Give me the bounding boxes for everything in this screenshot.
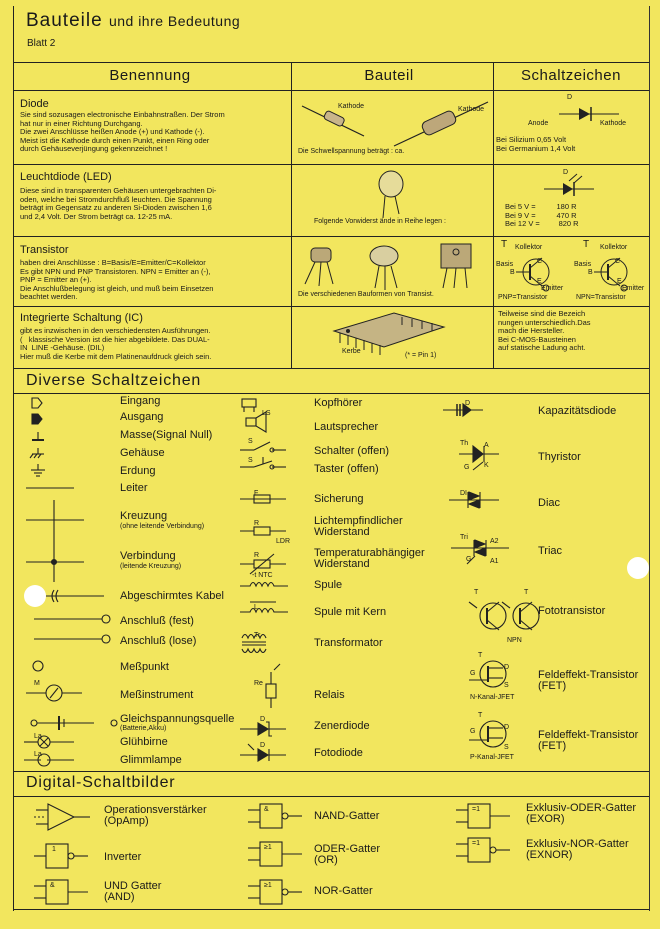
symbol-label: Emitter xyxy=(541,285,564,292)
led-symbol-icon xyxy=(539,176,619,196)
gate-symbol: ≥1 xyxy=(264,844,272,851)
punch-hole xyxy=(24,585,46,607)
exor-icon xyxy=(454,802,514,832)
col-header-part: Bauteil xyxy=(364,67,414,84)
symbol-label: E xyxy=(537,278,542,285)
symbol-column-2 xyxy=(236,396,316,776)
symbol-label-kapazitaetsdiode: Kapazitätsdiode xyxy=(538,405,617,417)
divider xyxy=(14,164,649,165)
part-note: Die verschiedenen Bauformen von Transist. xyxy=(298,291,434,298)
symbol-label-gleichspannung: Gleichspannungsquelle xyxy=(120,713,235,725)
digital-label-or: ODER-Gatter (OR) xyxy=(314,843,381,866)
digital-label-exor: Exklusiv-ODER-Gatter (EXOR) xyxy=(526,802,637,825)
symbol-label: G xyxy=(464,464,470,471)
symbol-label-triac: Triac xyxy=(538,545,563,557)
symbol-label: G xyxy=(470,728,476,735)
symbol-label: Kollektor xyxy=(515,244,543,251)
symbol-label: A1 xyxy=(490,558,499,565)
symbol-label: C xyxy=(537,258,543,265)
symbol-label-kreuzung: Kreuzung xyxy=(120,510,168,522)
symbol-label-ausgang: Ausgang xyxy=(120,411,164,423)
ic-note: Teilweise sind die Bezeich nungen unterschiedlich.Das mach die Hersteller. Bei C-MOS-Bausteinen auf statische Ladung acht. xyxy=(498,309,591,353)
symbol-label: Basis xyxy=(496,261,514,268)
symbol-sublabel: (Batterie,Akku) xyxy=(120,725,167,732)
symbol-label-relais: Relais xyxy=(314,689,345,701)
symbol-label-sicherung: Sicherung xyxy=(314,493,364,505)
symbol-label: E xyxy=(617,278,622,285)
coil-icon xyxy=(240,583,288,587)
led-drawing xyxy=(369,170,419,220)
symbol-label: PNP=Transistor xyxy=(498,294,548,301)
speaker-icon xyxy=(246,418,256,426)
output-icon xyxy=(32,414,42,424)
jfet-p-icon xyxy=(480,721,506,747)
col-header-name: Benennung xyxy=(109,67,191,84)
diode-drawing xyxy=(294,94,490,154)
symbol-label-messpunkt: Meßpunkt xyxy=(120,661,169,673)
symbol-label-kopfhoerer: Kopfhörer xyxy=(314,397,363,409)
symbol-label: D xyxy=(504,664,510,671)
symbol-label: NPN xyxy=(507,637,522,644)
symbol-label: G xyxy=(466,556,472,563)
inverter-icon xyxy=(32,842,92,872)
nand-icon xyxy=(246,802,306,832)
symbol-label: -t NTC xyxy=(252,572,273,579)
symbol-label: P-Kanal-JFET xyxy=(470,754,514,761)
digital-label-nor: NOR-Gatter xyxy=(314,885,373,897)
gate-symbol: =1 xyxy=(472,806,480,813)
transistor-title: Transistor xyxy=(20,244,69,256)
symbol-label: Emitter xyxy=(622,285,645,292)
symbol-label-spule-kern: Spule mit Kern xyxy=(314,606,387,618)
symbol-label: T xyxy=(501,239,508,250)
pin-note: (* = Pin 1) xyxy=(405,352,437,359)
symbol-label-zener: Zenerdiode xyxy=(314,720,370,732)
led-description: Diese sind in transparenten Gehäusen untergebrachten Di- oden, welche bei Stromdurchfluß leuchten. Die Spannung beträgt im Gegensatz zu anderen Si-Dioden zwischen 1,6 und 2,4 Volt. Der Strom beträgt ca. 12-25 mA. xyxy=(20,186,217,221)
symbol-label: D xyxy=(563,169,569,176)
nor-icon xyxy=(246,878,306,908)
symbol-label: T xyxy=(478,712,483,719)
symbol-label-gluehbirne: Glühbirne xyxy=(120,736,168,748)
divider xyxy=(14,796,649,797)
symbol-label-eingang: Eingang xyxy=(120,395,161,407)
divider xyxy=(14,236,649,237)
symbol-label-taster: Taster (offen) xyxy=(314,463,379,475)
symbol-label-masse: Masse(Signal Null) xyxy=(120,429,213,441)
symbol-label-fest: Anschluß (fest) xyxy=(120,615,194,627)
kathode-label: Kathode xyxy=(338,103,365,110)
symbol-label-kabel: Abgeschirmtes Kabel xyxy=(120,590,224,602)
symbol-label: M xyxy=(34,680,40,687)
symbol-label-lautsprecher: Lautsprecher xyxy=(314,421,379,433)
symbol-label: R xyxy=(254,552,260,559)
symbol-label-ldr: Lichtempfindlicher Widerstand xyxy=(314,515,403,538)
symbol-label-fotodiode: Fotodiode xyxy=(314,747,363,759)
symbol-label: Kathode xyxy=(600,120,627,127)
symbol-label-ntc: Temperaturabhängiger Widerstand xyxy=(314,547,425,570)
symbol-label: Tr xyxy=(254,632,261,639)
battery-icon xyxy=(31,720,37,726)
symbol-label: DI xyxy=(460,490,467,497)
symbol-label: N-Kanal-JFET xyxy=(470,694,515,701)
symbol-label: Tri xyxy=(460,534,468,541)
divider xyxy=(14,306,649,307)
sheet xyxy=(13,6,650,911)
symbol-label: S xyxy=(504,744,509,751)
headphone-icon xyxy=(242,399,256,407)
transistor-description: haben drei Anschlüsse : B=Basis/E=Emitter/C=Kollektor Es gibt NPN und PNP Transistoren. NPN = Emitter an (-), PNP = Emitter an (+). Die Anschlußbelegung ist gleich, und muß beim Einsetzen beachtet werden. xyxy=(20,258,214,302)
coil-core-icon xyxy=(240,609,288,613)
ic-title: Integrierte Schaltung (IC) xyxy=(20,312,143,324)
part-note: Die Schwellspannung beträgt : ca. xyxy=(298,148,405,155)
symbol-label: Re xyxy=(254,680,263,687)
symbol-label: T xyxy=(524,589,529,596)
symbol-label: D xyxy=(567,94,573,101)
symbol-label-glimmlampe: Glimmlampe xyxy=(120,754,182,766)
section-title-diverse: Diverse Schaltzeichen xyxy=(26,372,202,389)
symbol-label-lose: Anschluß (lose) xyxy=(120,635,197,647)
symbol-label-gehaeuse: Gehäuse xyxy=(120,447,165,459)
symbol-label: G xyxy=(470,670,476,677)
diode-title: Diode xyxy=(20,98,49,110)
gate-symbol: 1 xyxy=(52,846,56,853)
digital-label-and: UND Gatter (AND) xyxy=(104,880,162,903)
diode-description: Sie sind sozusagen electronische Einbahnstraßen. Der Strom hat nur in einer Richtung Durchgang. Die zwei Anschlüsse heißen Anode (+) und Kathode (-). Meist ist die Kathode durch einen Punkt, einen Ring oder durch Gehäuseverjüngung gekennzeichnet ! xyxy=(20,110,225,154)
digital-label-opamp: Operationsverstärker (OpAmp) xyxy=(104,804,207,827)
kathode-label: Kathode xyxy=(458,106,485,113)
sheet-number: Blatt 2 xyxy=(27,38,56,49)
symbol-label: La xyxy=(34,733,42,740)
divider xyxy=(291,62,292,368)
symbol-label: D xyxy=(465,400,471,407)
symbol-label-thyristor: Thyristor xyxy=(538,451,581,463)
gate-symbol: & xyxy=(264,806,269,813)
symbol-label-fet-p: Feldeffekt-Transistor (FET) xyxy=(538,729,639,752)
symbol-label: Anode xyxy=(528,120,549,127)
col-header-symbol: Schaltzeichen xyxy=(521,67,621,84)
symbol-label: S xyxy=(248,457,253,464)
divider xyxy=(14,90,649,91)
symbol-label: T xyxy=(474,589,479,596)
divider xyxy=(493,62,494,368)
symbol-sublabel: (leitende Kreuzung) xyxy=(120,563,182,570)
symbol-label-messinstrument: Meßinstrument xyxy=(120,689,194,701)
symbol-label: S xyxy=(248,438,253,445)
symbol-label: Basis xyxy=(574,261,592,268)
symbol-label: L xyxy=(254,604,258,611)
symbol-label: B xyxy=(588,269,593,276)
jfet-n-icon xyxy=(480,661,506,687)
symbol-label: Kollektor xyxy=(600,244,628,251)
symbol-label: R xyxy=(254,520,260,527)
section-title-digital: Digital-Schaltbilder xyxy=(26,774,176,791)
or-icon xyxy=(246,840,306,870)
page-title: Bauteile und ihre Bedeutung xyxy=(26,10,241,31)
digital-label-exnor: Exklusiv-NOR-Gatter (EXNOR) xyxy=(526,838,629,861)
symbol-sublabel: (ohne leitende Verbindung) xyxy=(120,523,205,530)
symbol-label: LS xyxy=(262,410,271,417)
exnor-icon xyxy=(454,836,514,866)
symbol-label: B xyxy=(510,269,515,276)
symbol-label: A xyxy=(484,442,489,449)
and-icon xyxy=(32,878,92,908)
divider xyxy=(14,393,649,394)
symbol-label: F xyxy=(254,490,259,497)
relay-icon xyxy=(266,684,276,698)
divider xyxy=(14,909,649,910)
symbol-label-fet-n: Feldeffekt-Transistor (FET) xyxy=(538,669,639,692)
threshold-values: Bei Silizium 0,65 Volt Bei Germanium 1,4 Volt xyxy=(496,135,576,153)
symbol-label-erdung: Erdung xyxy=(120,465,156,477)
symbol-column-3 xyxy=(439,396,534,776)
symbol-label: La xyxy=(34,751,42,758)
digital-label-nand: NAND-Gatter xyxy=(314,810,380,822)
gate-symbol: ≥1 xyxy=(264,882,272,889)
ic-description: gibt es inzwischen in den verschiedensten Ausführungen. ( klassische Version ist die hier abgebildete. Das DUAL- IN LINE -Gehäuse. (DIL) Hier muß die Kerbe mit dem Platinenaufdruck gleich sein. xyxy=(20,326,212,361)
punch-hole xyxy=(627,557,649,579)
symbol-label-fototransistor: Fototransistor xyxy=(538,605,606,617)
gate-symbol: & xyxy=(50,882,55,889)
symbol-label-leiter: Leiter xyxy=(120,482,148,494)
symbol-label: D xyxy=(260,716,266,723)
symbol-label: T xyxy=(583,239,590,250)
divider xyxy=(14,368,649,369)
symbol-label-transformator: Transformator xyxy=(314,637,383,649)
symbol-label: A2 xyxy=(490,538,499,545)
symbol-label-verbindung: Verbindung xyxy=(120,550,176,562)
part-note: Folgende Vorwiderst ände in Reihe legen : xyxy=(314,218,446,225)
transistor-drawing xyxy=(299,242,489,292)
symbol-label: LDR xyxy=(276,538,291,545)
symbol-label: D xyxy=(504,724,510,731)
gate-symbol: =1 xyxy=(472,840,480,847)
symbol-label: S xyxy=(504,682,509,689)
diode-symbol-icon xyxy=(534,104,644,124)
symbol-label: D xyxy=(260,742,266,749)
symbol-label-diac: Diac xyxy=(538,497,561,509)
opamp-icon xyxy=(32,802,92,832)
divider xyxy=(14,771,649,772)
resistor-values: Bei 5 V = 180 R Bei 9 V = 470 R Bei 12 V = 820 R xyxy=(505,202,579,229)
led-title: Leuchtdiode (LED) xyxy=(20,171,112,183)
symbol-label-schalter: Schalter (offen) xyxy=(314,445,390,457)
symbol-label: Th xyxy=(460,440,469,447)
test-point-icon xyxy=(33,661,43,671)
symbol-label: C xyxy=(615,258,621,265)
digital-label-inverter: Inverter xyxy=(104,851,142,863)
notch-label: Kerbe xyxy=(342,348,361,355)
symbol-label-spule: Spule xyxy=(314,579,343,591)
symbol-label: K xyxy=(484,462,489,469)
symbol-label: T xyxy=(478,652,483,659)
divider xyxy=(14,62,649,63)
input-icon xyxy=(32,398,42,408)
symbol-label: NPN=Transistor xyxy=(576,294,626,301)
